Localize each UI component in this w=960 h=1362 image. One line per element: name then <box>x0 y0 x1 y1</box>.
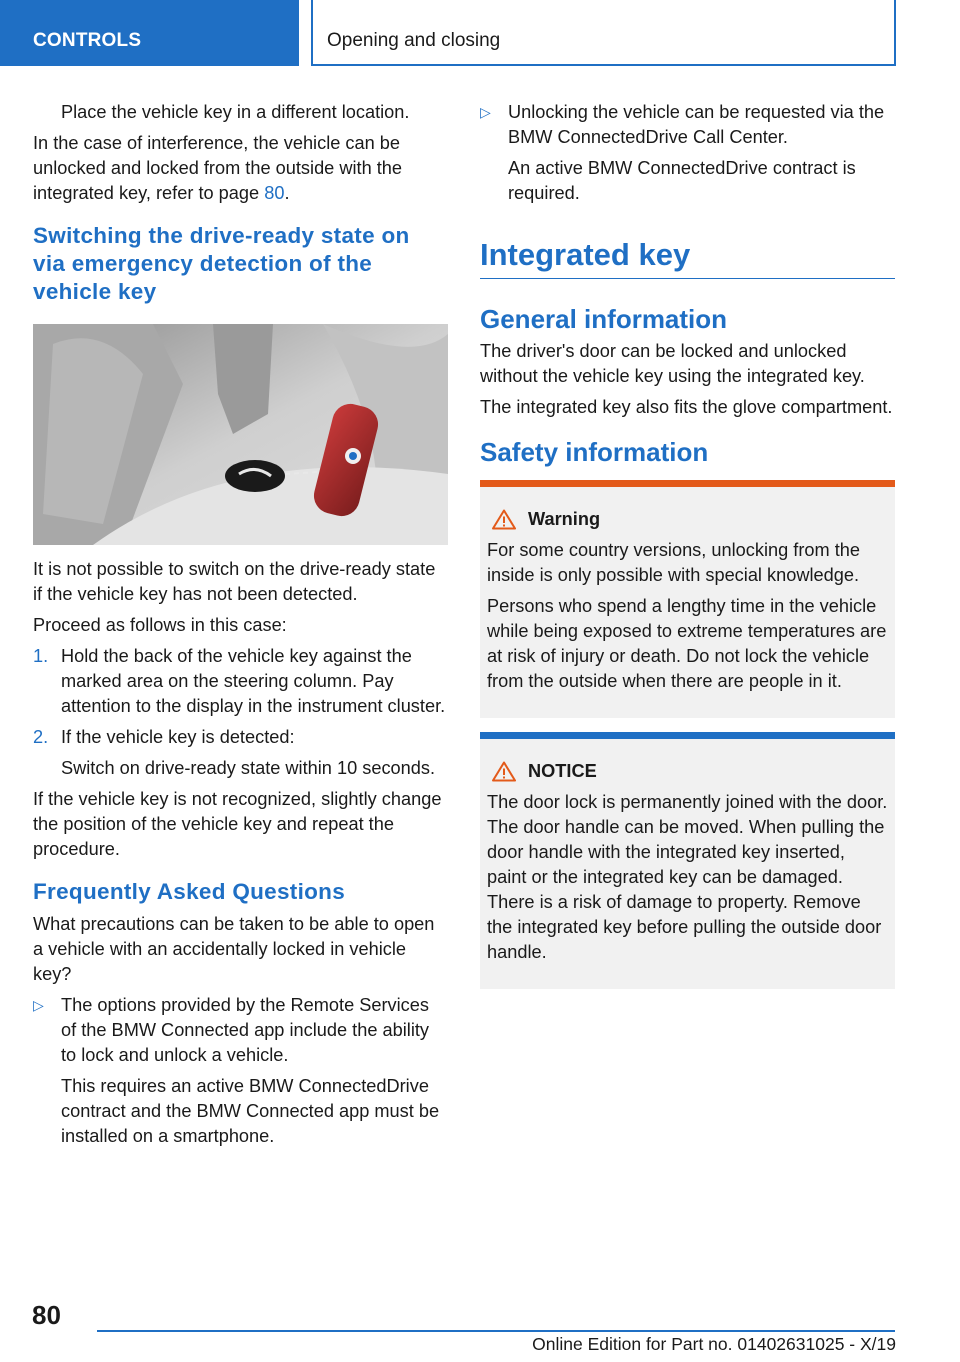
step-subtext: Switch on drive-ready state within 10 seconds. <box>61 758 436 778</box>
step-item <box>33 725 448 781</box>
warning-title: Warning <box>528 509 601 529</box>
steering-column-key-photo <box>33 324 448 545</box>
warning-box <box>480 480 895 718</box>
step-number: 2. <box>33 727 49 747</box>
bullet-subtext: An active BMW ConnectedDrive contract is required. <box>508 158 856 203</box>
warning-text: Persons who spend a lengthy time in the vehicle while being exposed to extreme temperatures are at risk of injury or death. Do not lock the vehicle from the outside when there are people in it. <box>487 596 887 691</box>
bullet-triangle-icon: ▷ <box>480 104 491 120</box>
bullet-item <box>480 100 895 206</box>
section-heading: Frequently Asked Questions <box>33 879 346 904</box>
notice-title-row <box>487 759 888 784</box>
footer-edition: Online Edition for Part no. 01402631025 - X/19 <box>532 1334 896 1354</box>
subsection-heading: General information <box>480 304 728 334</box>
paragraph: It is not possible to switch on the drive-ready state if the vehicle key has not been detected. <box>33 559 436 604</box>
section-heading: Switching the drive-ready state on via emergency detection of the vehicle key <box>33 223 410 304</box>
paragraph: The driver's door can be locked and unlocked without the vehicle key using the integrated key. <box>480 341 865 386</box>
section-label: CONTROLS <box>33 30 142 51</box>
step-item <box>33 644 448 719</box>
paragraph: The integrated key also fits the glove compartment. <box>480 397 893 417</box>
left-column <box>33 100 448 1155</box>
warning-title-row <box>487 507 888 532</box>
section-tab <box>0 0 299 66</box>
page-number: 80 <box>32 1300 61 1330</box>
notice-triangle-icon <box>492 761 516 782</box>
step-text: If the vehicle key is detected: <box>61 727 295 747</box>
paragraph: If the vehicle key is not recognized, slightly change the position of the vehicle key and repeat the procedure. <box>33 789 442 859</box>
warning-triangle-icon <box>492 509 516 530</box>
paragraph: Proceed as follows in this case: <box>33 615 287 635</box>
paragraph: Place the vehicle key in a different location. <box>61 102 410 122</box>
bullet-item <box>33 993 448 1149</box>
chapter-heading: Integrated key <box>480 236 895 279</box>
bullet-text: The options provided by the Remote Services of the BMW Connected app include the ability to lock and unlock a vehicle. <box>61 995 430 1065</box>
paragraph: What precautions can be taken to be able to open a vehicle with an accidentally locked in vehicle key? <box>33 914 435 984</box>
notice-title: NOTICE <box>528 761 597 781</box>
subsection-heading: Safety information <box>480 437 709 467</box>
bullet-triangle-icon: ▷ <box>33 997 44 1013</box>
page-link[interactable]: 80 <box>264 183 285 203</box>
chapter-tab <box>311 0 896 66</box>
right-column <box>480 100 895 1003</box>
notice-text: The door lock is permanently joined with the door. The door handle can be moved. When pulling the door handle with the integrated key inserted, paint or the integrated key can be damaged. There is a risk of damage to property. Remove the integrated key before pulling the outside door handle. <box>487 792 888 962</box>
bullet-text: Unlocking the vehicle can be requested via the BMW ConnectedDrive Call Center. <box>508 102 885 147</box>
bullet-subtext: This requires an active BMW ConnectedDrive contract and the BMW Connected app must be installed on a smartphone. <box>61 1076 440 1146</box>
step-text: Hold the back of the vehicle key against the marked area on the steering column. Pay attention to the display in the instrument cluster. <box>61 646 446 716</box>
notice-box <box>480 732 895 989</box>
footer-divider <box>97 1330 895 1332</box>
warning-text: For some country versions, unlocking from the inside is only possible with special knowledge. <box>487 540 860 585</box>
chapter-label: Opening and closing <box>327 30 501 51</box>
paragraph: In the case of interference, the vehicle can be unlocked and locked from the outside with the integrated key, refer to page 80. <box>33 133 403 203</box>
step-number: 1. <box>33 646 49 666</box>
